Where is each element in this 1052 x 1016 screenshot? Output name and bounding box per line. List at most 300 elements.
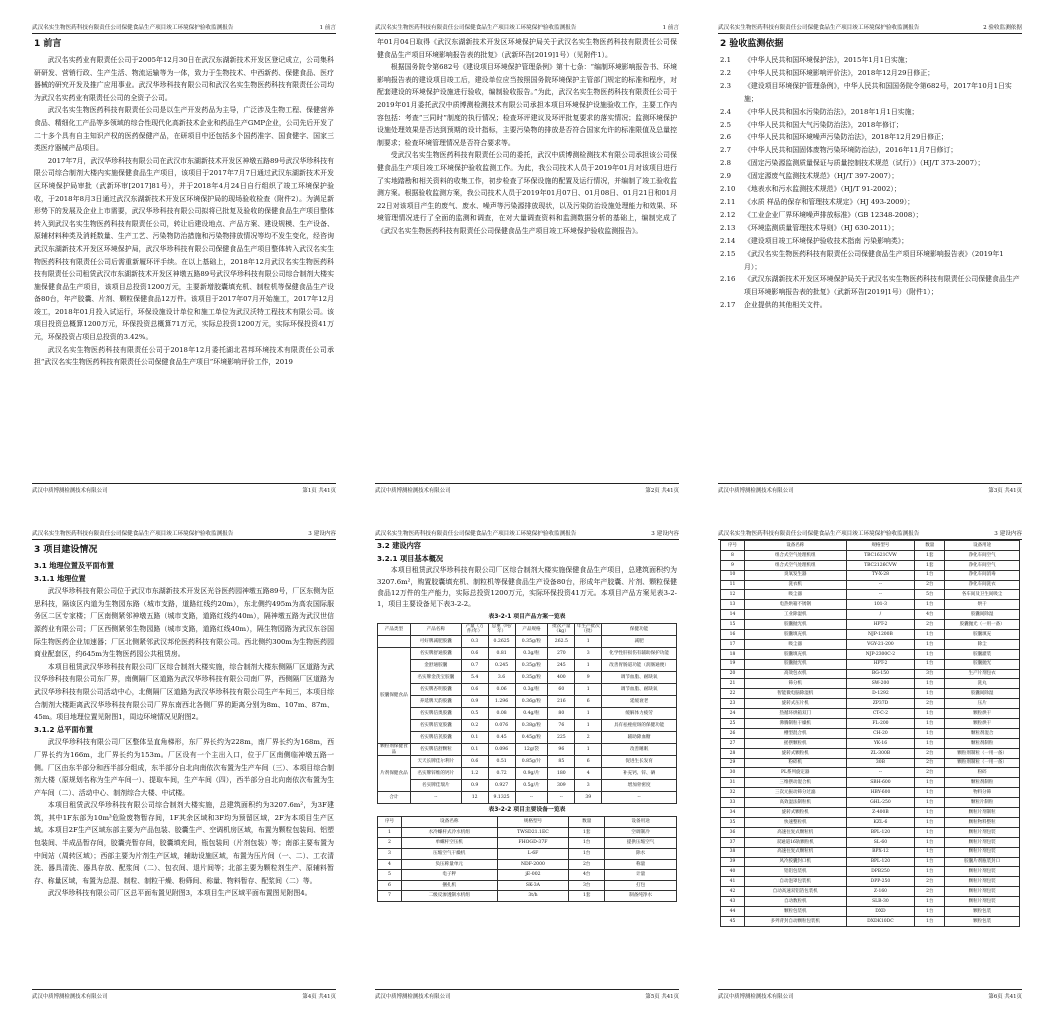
table-cell: 颗粒剂制粒 [945,738,1020,748]
table-cell: 沸腾制粒干燥机 [744,719,846,729]
table-cell: 2 [575,732,602,744]
table-cell: 改善睡眠 [602,744,677,756]
table-cell: 胶囊抛光机 [744,620,846,630]
table-cell: 4台 [569,870,605,881]
table-cell: 1套 [569,827,605,838]
table-cell: 双通道16轨颗粒机 [744,837,846,847]
basis-text: 《固定源废气监测技术规范》（HJ/T 397-2007）； [744,172,899,181]
table-row [378,859,677,870]
table-cell: 三次元振动筛分过滤 [744,788,846,798]
page-number: 第5页 共41页 [645,994,679,1000]
footer-company: 武汉中质博测检测技术有限公司 [375,994,451,1000]
table-cell: 3台 [569,880,605,891]
report-page-2 [361,14,691,502]
product-table [377,623,677,804]
footer-company: 武汉中质博测检测技术有限公司 [32,994,108,1000]
table-cell: 颗粒片剂包装 [945,887,1020,897]
table-cell: 快速整粒机 [744,817,846,827]
table-row [721,550,1020,560]
table-cell: 0.7 [461,660,488,672]
basis-item [720,273,1020,299]
basis-number: 2.1 [720,56,731,64]
table-cell: 0.3g/粒 [515,648,548,660]
basis-number: 2.8 [720,159,731,168]
page-header [32,19,336,34]
header-section: 3 建设内容 [651,531,679,537]
basis-text: 《固定污染源监测质量保证与质量控制技术规范（试行）》（HJ/T 373-2007）； [744,159,985,168]
table-row [721,758,1020,768]
table-cell: 颗粒包装 [945,916,1020,926]
table-row [378,768,677,780]
section-heading: 2 验收监测依据 [720,39,784,49]
table-cell: 6 [575,696,602,708]
section-content [34,560,334,900]
product-type-cell: 片剂保健食品 [378,756,411,792]
table-cell: 辅助降血糖 [602,732,677,744]
table-cell: 生产片剂包衣 [945,669,1020,679]
column-header: 数量 [915,541,945,551]
subsection-heading: 3.2.1 项目基本概况 [377,553,444,563]
table-cell: 13 [721,600,745,610]
table-cell: 除尘 [945,639,1020,649]
table-cell: 胶囊抛光机 [744,659,846,669]
table-header-row [378,817,677,828]
table-cell: FHOGD-37F [497,838,569,849]
table-cell: 颗粒片剂包装 [945,867,1020,877]
footer-company: 武汉中质博测检测技术有限公司 [375,488,451,494]
header-title: 武汉名实生物医药科技有限责任公司保健食品生产项目竣工环境保护验收监测报告 [718,25,920,31]
table-cell: 10 [721,570,745,580]
table-row [378,648,677,660]
table-row [721,768,1020,778]
table-row [721,916,1020,926]
table-cell: 合计 [378,792,411,804]
basis-text: 《工业企业厂界环境噪声排放标准》（GB 12348-2008）； [744,210,923,219]
table-cell: 1台 [915,847,945,857]
table-row [721,877,1020,887]
header-section: 2 验收监测依据 [983,25,1022,31]
page-number: 第6页 共41页 [988,994,1022,1000]
table-cell: 15 [721,620,745,630]
table-cell: 1台 [915,817,945,827]
table-cell: DPB250 [846,867,915,877]
table-cell: 1台 [915,808,945,818]
table-cell: 33 [721,798,745,808]
table-cell: L-6F [497,848,569,859]
table-cell: HPT-2 [846,659,915,669]
table-row [721,600,1020,610]
table-cell: 名实牌倍宽胶囊 [410,720,461,732]
table-cell: 26 [721,728,745,738]
table-cell: 2 [378,838,402,849]
table-cell: 30B [846,758,915,768]
table-cell: 38 [721,847,745,857]
table-cell: 2台 [915,620,945,630]
equipment-table [377,816,677,902]
table-row [721,847,1020,857]
table-cell: 9 [575,672,602,684]
page-number: 第3页 共41页 [988,488,1022,494]
table-cell: 胶囊填充机 [744,649,846,659]
table-row [378,880,677,891]
table-cell: 电子秤 [401,870,497,881]
subsection-heading: 3.1.2 总平面布置 [34,724,93,734]
basis-number: 2.2 [720,68,731,77]
table-cell: 颗粒剂混合 [945,728,1020,738]
table-row [721,748,1020,758]
basis-number: 2.6 [720,133,731,142]
footer-company: 武汉中质博测检测技术有限公司 [718,488,794,494]
table-cell: 14 [721,610,745,620]
table-cell: 1 [378,827,402,838]
column-header: 年生产批次（批） [576,623,600,635]
table-cell: -- [846,580,915,590]
table-row [721,639,1020,649]
paragraph: 年01月04日取得《武汉东湖新技术开发区环境保护局关于武汉名实生物医药科技有限责任公司保健食品生产项目环境影响报告表的批复》（武新环告[2019]1号）（见附件1）。 [377,38,677,59]
table-cell: 32 [721,788,745,798]
paragraph: 武汉名实药业有限责任公司于2005年12月30日在武汉东湖新技术开发区登记成立，公司集科研研发、营销行政、生产生活、物流运输等为一体，致力于生物技术、中西新药、保健食品、医疗器械的研究开发及推广应用事业。武汉华珍科技有限公司和武汉名实生物医药科技有限责任公司均为武汉名实药业有限责任公司的全资子公司。 [34,56,334,102]
table-row [721,590,1020,600]
basis-number: 2.10 [720,185,736,194]
table-cell: 245 [548,660,575,672]
basis-item [720,54,1020,67]
table-cell: 1台 [915,738,945,748]
table-cell: 延缓衰老 [602,696,677,708]
paragraph: 武汉华珍科技有限公司厂区整体呈直角梯形，东厂界长约为228m，南厂界长约为168m，西厂界长约为166m，北厂界长约为153m。厂区设有一个主出入口，位于厂区南侧临神墩五路一侧。厂区由东半部分和西半部分组成，东半部分自北向南依次布置为生产车间（三）、本项目综合制剂大楼（原规划名称为生产车间一）、提取车间，生产车间（四），西半部分自北向南依次布置为生产车间（二）、活动中心、制剂综合大楼、中试楼。 [34,738,334,797]
table-row [721,620,1020,630]
table-cell: 4 [378,859,402,870]
table-row [721,827,1020,837]
product-type-cell: 颗粒剂保健食品 [378,744,411,756]
subsection-heading: 3.1.1 地理位置 [34,573,86,583]
table-cell: 0.35g/粒 [515,636,548,648]
table-row [721,669,1020,679]
basis-item [720,209,1020,222]
table-cell: GHL-250 [846,798,915,808]
table-cell: 除水 [605,848,677,859]
table-cell: 1台 [915,867,945,877]
table-cell: 30 [721,768,745,778]
table-cell: 1台 [569,838,605,849]
table-row [378,780,677,792]
header-title: 武汉名实生物医药科技有限责任公司保健食品生产项目竣工环境保护验收监测报告 [375,25,577,31]
column-header: 设备用途 [605,817,677,828]
table-cell: 金舒通胶囊 [410,660,461,672]
table-cell: YK-16 [846,738,915,748]
table-row [721,788,1020,798]
table-row [721,837,1020,847]
table-cell: 化学性肝损伤有辅助保护功能 [602,648,677,660]
basis-text: 《地表水和污水监测技术规范》（HJ/T 91-2002）； [744,185,901,194]
table-cell: PL系列旋定器 [744,768,846,778]
table-cell: 17 [721,639,745,649]
table-cell: 1台 [915,906,945,916]
basis-item [720,119,1020,132]
table-cell: 101-3 [846,600,915,610]
column-header: 设备名称 [401,817,497,828]
table-cell: 筛分机 [744,679,846,689]
table-cell: 旋转式颗粒机 [744,748,846,758]
table-cell: 0.927 [488,780,515,792]
table-cell: 20 [721,669,745,679]
table-cell: 自动高速双铝箔包装机 [744,887,846,897]
table-cell: 2台 [569,859,605,870]
table-cell: 颗粒烘干 [945,709,1020,719]
table-cell: 1 [575,744,602,756]
table-cell: Z-160 [846,887,915,897]
table-cell: 0.2 [461,720,488,732]
page-body [377,540,677,988]
table-cell: 0.2625 [488,636,515,648]
table-cell: 35 [721,817,745,827]
table-cell: 9.1325 [488,792,515,804]
table-cell: 39 [721,857,745,867]
basis-text: 《中华人民共和国大气污染防治法》，2018年修订； [744,120,903,129]
table-cell: 25 [721,719,745,729]
table-cell: 1台 [915,778,945,788]
table-cell: FL-200 [846,719,915,729]
table-cell: 2台 [915,887,945,897]
table-cell: 0.4g/粒 [515,708,548,720]
table-cell: 1台 [915,857,945,867]
table-cell: 组合式空气处理机组 [744,550,846,560]
table-cell: 1台 [915,600,945,610]
table-row [378,636,677,648]
basis-item [720,222,1020,235]
table-row [378,732,677,744]
table-cell: 名实牌信舒颗粒 [410,744,461,756]
table-row [721,738,1020,748]
table-cell: -- [846,768,915,778]
column-header: 批次产量（kg） [548,623,575,635]
basis-text: 《环境监测质量管理技术导则》（HJ 630-2011）； [744,223,899,232]
table-cell: 41 [721,877,745,887]
table-cell: SL-60 [846,837,915,847]
product-type-cell: 胶囊保健食品 [378,648,411,744]
table-cell: 胶囊片剂瓶装封口 [945,857,1020,867]
table-cell: 洗丸 [945,679,1020,689]
page-number: 第1页 共41页 [302,488,336,494]
table-cell: 净化车间空气 [945,560,1020,570]
basis-number: 2.4 [720,107,731,116]
table-cell: 颗粒片剂包装 [945,827,1020,837]
column-header: 产品规格 [515,623,548,635]
table-cell: 物料分筛 [945,788,1020,798]
table-cell: CH-20 [846,728,915,738]
table-cell: 1套 [915,560,945,570]
table-cell: 颗粒片剂包装 [945,837,1020,847]
table-cell: 胶囊抛光 [945,659,1020,669]
subsection-heading: 3.1 地理位置及平面布置 [34,561,114,570]
table-row [378,684,677,696]
section-heading: 3 项目建设情况 [34,545,98,555]
table-cell: 1套 [915,550,945,560]
table-row [721,719,1020,729]
page-body [377,36,677,482]
table-cell: SW-200 [846,679,915,689]
table-cell: 12 [461,792,488,804]
table-cell: 42 [721,887,745,897]
basis-text: 《中华人民共和国环境保护法》，2015年1月1日实施； [744,56,912,64]
table-cell: 胶囊灌装 [945,649,1020,659]
paragraph: 本项目租赁武汉华珍科技有限公司综合制剂大楼实施，总建筑面积约为3207.6m²，为3F建筑，其中1F东部为10m³危险废物暂存间，1F其余区域和3F均为预留区域，2F为本项目生产区域。本项目2F生产区域东部主要为产品包装、胶囊生产、空调机房区域，布置为颗粒包装间、铝塑包装间、半成品暂存间，胶囊壳暂存间，胶囊填充间，瓶包装间（片剂包装）等；南部主要布置为中间站（周转区域）；西部主要为片剂生产区域，辅助设施区域，布置为压片间（一、二）、工衣清洗、器具清洗、器具存放、配浆间（二）、包衣间、退片间等；北部主要为颗粒剂生产、原辅料暂存、称量区域，布置为总混、制粒、制粒干燥、粉筛间、称量、物料暂存、配浆间（二）等。 [34,801,334,885]
table-row [721,679,1020,689]
table-row [721,560,1020,570]
table-cell: 0.45 [488,732,515,744]
basis-item [720,131,1020,144]
table-cell: 颗粒剂制粒 [945,778,1020,788]
paragraph: 2017年7月，武汉华珍科技有限公司在武汉市东湖新技术开发区神墩五路89号武汉华珍科技有限公司综合制剂大楼内实施保健食品生产项目，该项目于2017年7月7日通过武汉东湖新技术开发区环境保护局审批（武新环审[2017]81号），并于2018年4月24日自行组织了竣工环境保护验收，于2018年8月3日通过武汉东湖新技术开发区环境保护局的现场验收检查（附件2）。为满足新形势下的发展及企业上市需要，武汉华珍科技有限公司拟将已批复及验收的保健食品生产项目整体转入到武汉名实生物医药科技有限责任公司，转让后建设地点、产品方案、建设规模、生产设备、原辅材料种类及消耗数量、生产工艺、污染物防治措施和污染物排放情况等均不发生变化，经咨询武汉东湖新技术开发区环境保护局，武汉华珍科技有限公司保健食品生产项目整体转入武汉名实生物医药科技有限责任公司后需重新履环评手续。在以上基础上，2018年12月武汉名实生物医药科技有限责任公司租赁武汉市东湖新技术开发区神墩五路89号武汉华珍科技有限公司综合制剂大楼实施保健食品生产项目，该项目总投资1200万元，主要新增胶囊填充机、制粒机等保健食品生产设备80台，年产胶囊、片剂、颗粒保健食品12万件。该项目于2017年07月开始施工，2017年12月竣工，2018年01月投入试运行，环保设施设计单位和施工单位为武汉沃特工程技术有限公司。该项目投资总概算1200万元，环保投资总概算71万元，实际总投资1200万元，实际环保投资41万元，环保投资占项目总投资的3.42%。 [34,156,334,342]
table-cell: 1台 [915,709,945,719]
table-cell: 6 [575,756,602,768]
basis-item [720,299,1020,312]
table-row [721,887,1020,897]
table-cell: 名实牌舒通胶囊 [410,648,461,660]
table-cell: 0.3 [461,636,488,648]
table-cell: 0.36g/粒 [515,696,548,708]
basis-text: 《中华人民共和国环境噪声污染防治法》，2018年12月29日修正； [744,133,948,142]
paragraph: 武汉华珍科技有限公司位于武汉市东湖新技术开发区光谷医药园神墩五路89号，厂区东侧为臣思科技，隔该区内道为生物园东路（城市支路，道路红线约20m），东北侧约495m为高农国际服务区二区专家楼；厂区南侧紧邻神墩五路（城市支路，道路红线约40m），隔神墩五路为武汉世信源药业有限公司；厂区西侧紧邻生物园路（城市支路，道路红线40m），隔生物园路为武汉东谷国际生物医药企业加速器；厂区北侧紧邻武汉邦伦医药科技有限公司。西北侧约300m为生物医药园商业配套区，约645m为生物医药园公共租赁房。 [34,587,334,659]
basis-text: 《中华人民共和国固体废物污染环境防治法》，2016年11月7日修订； [744,146,958,155]
table-cell: 自动泡罩包装机 [744,877,846,887]
table-cell: 1套 [569,891,605,902]
table-cell: 1台 [915,679,945,689]
table-cell: 1台 [915,639,945,649]
table-cell: 1台 [915,728,945,738]
table-cell: 0.076 [488,720,515,732]
table-cell: 名实牌杏明胶囊 [410,684,461,696]
table-cell: 二级反渗透制水机组 [401,891,497,902]
page-header [718,525,1022,540]
table-cell: DPP-250 [846,877,915,887]
basis-number: 2.5 [720,120,731,129]
table-cell: 28 [721,748,745,758]
basis-item [720,67,1020,80]
column-header: 保健功能 [602,623,677,635]
table-cell: 0.245 [488,660,515,672]
table-cell: 3 [378,848,402,859]
table-cell: 吸尘器 [744,590,846,600]
column-header: 规格型号 [497,817,569,828]
table-cell: 6 [378,880,402,891]
table-cell: -- [515,792,548,804]
table-row [721,659,1020,669]
column-header: 产量（万件/年） [461,623,488,635]
table-row [378,891,677,902]
basis-number: 2.13 [720,223,736,232]
paragraph: 本项目租赁武汉华珍科技有限公司厂区综合制剂大楼实施保健食品生产项目，总建筑面积约为3207.6m²，购置胶囊填充机、制粒机等保健食品生产设备80台，形成年产胶囊、片剂、颗粒保健食品12万件的生产能力，实际总投资1200万元，实际环保投资41万元。本项目产品方案见表3-2-1，项目主要设备见下表3-2-2。 [377,566,677,609]
table-header-row [378,623,677,635]
table-row [721,798,1020,808]
page-header [718,19,1022,34]
basis-text: 《水质 样品的保存和管理技术规定》（HJ 493-2009）； [744,197,915,206]
table-cell: 制备纯净水 [605,891,677,902]
table-cell: 3 [575,780,602,792]
basis-text: 《武汉东湖新技术开发区环境保护局关于武汉名实生物医药科技有限责任公司保健食品生产项目环境影响报告表的批复》（武新环告[2019]1号）（附件1）； [744,275,1020,297]
table-cell: 24 [721,709,745,719]
table-cell: SK-3A [497,880,569,891]
table-cell: 智能微电脑除湿机 [744,689,846,699]
table-row [721,580,1020,590]
table-row [721,630,1020,640]
basis-item [720,170,1020,183]
table-cell: 净化车间洗衣 [945,580,1020,590]
table-row [378,672,677,684]
table-cell: 3台 [915,669,945,679]
table-row [721,906,1020,916]
basis-item [720,183,1020,196]
table-cell: -- [846,590,915,600]
table-row [378,870,677,881]
basis-text: 《武汉名实生物医药科技有限责任公司保健食品生产项目环境影响报告表》（2019年1月）； [744,249,1004,271]
column-header: 总重（吨/年） [488,623,515,635]
report-page-6 [704,520,1034,1008]
paragraph: 武汉华珍科技有限公司厂区总平面布置见附图3，本项目生产区域平面布置图见附图4。 [47,889,312,898]
table-cell: 颗粒包装机 [744,906,846,916]
table-cell: 提供压缩空气 [605,838,677,849]
page-footer [32,989,336,1002]
table-cell: 0.35g/粒 [515,672,548,684]
table-cell: D-1292 [846,689,915,699]
table-cell: 净化车间消毒 [945,570,1020,580]
basis-item [720,80,1020,106]
table-cell: 5.4 [461,672,488,684]
table-cell: 胶囊间除湿 [945,689,1020,699]
table-cell: 1台 [569,848,605,859]
table-cell: -- [548,792,575,804]
table-cell: 1台 [915,719,945,729]
paragraph: 根据国务院令第682号《建设项目环境保护管理条例》第十七条：“编制环境影响报告书、环境影响报告表的建设项目竣工后，建设单位应当按照国务院环境保护主管部门规定的标准和程序，对配套建设的环境保护设施进行验收，编制验收报告。”为此，武汉名实生物医药科技有限责任公司于2019年01月委托武汉中质博测检测技术有限公司承担本项目环境保护设施验收工作，主要工作内容包括：考查“三同时”制度的执行情况；检查环评建议及环评批复要求的落实情况；监测环境保护设施处理效果是否达到预期的设计指标，主要污染物的排放是否符合国家允许的标准限值及总量控制要求；检查环境管理情况是否符合要求等。 [377,63,677,147]
table-cell: 0.096 [488,744,515,756]
table-cell: 7 [378,891,402,902]
table-cell: 调节血脂、耐缺氧 [602,672,677,684]
table-cell: 216 [548,696,575,708]
table-cell: 0.6 [461,756,488,768]
table-cell: 颗粒剂制粒（一用一备） [945,758,1020,768]
table-cell: 1 [575,720,602,732]
table-row [721,857,1020,867]
table-row [721,610,1020,620]
table-cell: 名实牌佳瑞片 [410,780,461,792]
table-row [721,709,1020,719]
table-cell: 0.9g/片 [515,768,548,780]
table-cell: 0.06 [488,684,515,696]
table-cell: 19 [721,659,745,669]
basis-item [720,248,1020,274]
table-cell: Z-400B [846,808,915,818]
column-header: 规格型号 [846,541,915,551]
table-cell: 2台 [915,768,945,778]
table-cell: 270 [548,648,575,660]
table-cell: 压缩空气干燥机 [401,848,497,859]
table-row [378,696,677,708]
page-header [375,19,679,34]
table-cell: 组合式空气处理机组 [744,560,846,570]
table-cell: 摇摆颗粒机 [744,738,846,748]
table-cell: 三维摆动混合机 [744,778,846,788]
table-cell: 1台 [915,916,945,926]
page-footer [718,989,1022,1002]
table-cell: 0.85g/片 [515,756,548,768]
table-cell: 颗粒片剂制粒 [945,808,1020,818]
page-footer [375,483,679,496]
table-row [378,744,677,756]
table-row [721,689,1020,699]
table-cell: 2台 [915,758,945,768]
table-cell: 1台 [915,827,945,837]
table-cell: 0.08 [488,708,515,720]
table-cell: 电热烘箱不锈钢 [744,600,846,610]
